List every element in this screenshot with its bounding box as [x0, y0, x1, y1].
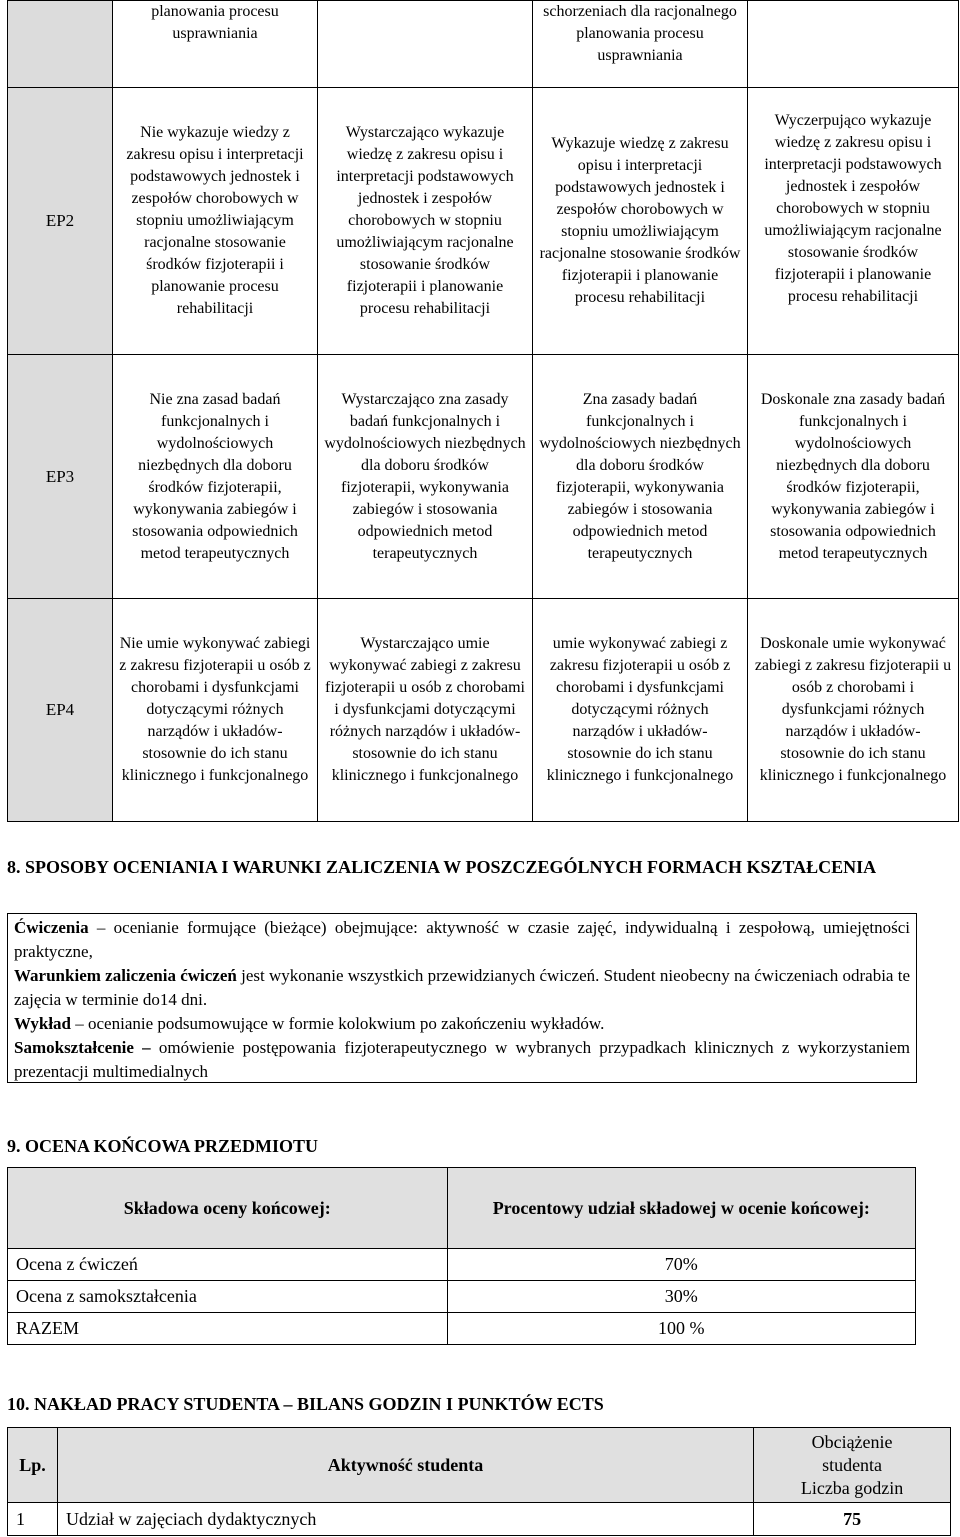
component-percentage: 30% [447, 1281, 915, 1313]
load-header: Obciążenie studenta Liczba godzin [754, 1428, 951, 1503]
table-row [8, 355, 959, 599]
table-row [8, 88, 959, 355]
grade-3-cell [318, 1, 533, 88]
grade-4-cell: Zna zasady badań funkcjonalnych i wydolnościowych niezbędnych dla doboru środków fizjoterapii, wykonywania zabiegów i stosowania odpowiednich metod terapeutycznych [533, 355, 748, 599]
percentage-header: Procentowy udział składowej w ocenie końcowej: [447, 1168, 915, 1249]
grade-5-cell: Wyczerpująco wykazuje wiedzę z zakresu opisu i interpretacji podstawowych jednostek i zespołów chorobowych w stopniu umożliwiającym racjonalne stosowanie środków fizjoterapii i planowanie procesu rehabilitacji [748, 88, 959, 355]
section-9-heading: 9. OCENA KOŃCOWA PRZEDMIOTU [7, 1136, 319, 1156]
table-header-row [8, 1168, 916, 1249]
activity-name: Udział w zajęciach dydaktycznych [57, 1503, 753, 1536]
self-study-paragraph: Samokształcenie – omówienie postępowania fizjoterapeutycznego w wybranych przypadkach klinicznych z wykorzystaniem prezentacji multimedialnych [14, 1038, 911, 1081]
component-name: RAZEM [8, 1313, 448, 1345]
learning-outcomes-table [7, 0, 959, 822]
section-10-heading: 10. NAKŁAD PRACY STUDENTA – BILANS GODZIN I PUNKTÓW ECTS [7, 1394, 604, 1414]
table-row [8, 1, 959, 88]
table-header-row [8, 1428, 951, 1503]
grade-5-cell: Doskonale umie wykonywać zabiegi z zakresu fizjoterapii u osób z chorobami i dysfunkcjami różnych narządów i układów- stosownie do ich stanu klinicznego i funkcjonalnego [748, 599, 959, 822]
table-row [8, 599, 959, 822]
grade-2-cell: Nie umie wykonywać zabiegi z zakresu fizjoterapii u osób z chorobami i dysfunkcjami dotyczącymi różnych narządów i układów- stosownie do ich stanu klinicznego i funkcjonalnego [113, 599, 318, 822]
grade-4-cell: schorzeniach dla racjonalnego planowania procesu usprawniania [533, 1, 748, 88]
grade-5-cell [748, 1, 959, 88]
grade-3-cell: Wystarczająco wykazuje wiedzę z zakresu opisu i interpretacji podstawowych jednostek i zespołów chorobowych w stopniu umożliwiającym racjonalne stosowanie środków fizjoterapii i planowanie procesu rehabilitacji [318, 88, 533, 355]
table-row [8, 1249, 916, 1281]
component-percentage: 100 % [447, 1313, 915, 1345]
table-row [8, 1503, 951, 1536]
activity-header: Aktywność studenta [57, 1428, 753, 1503]
grade-3-cell: Wystarczająco umie wykonywać zabiegi z zakresu fizjoterapii u osób z chorobami i dysfunkcjami dotyczącymi różnych narządów i układów- stosownie do ich stanu klinicznego i funkcjonalnego [318, 599, 533, 822]
row-number: 1 [8, 1503, 58, 1536]
grade-2-cell: Nie wykazuje wiedzy z zakresu opisu i interpretacji podstawowych jednostek i zespołów chorobowych w stopniu umożliwiającym racjonalne stosowanie środków fizjoterapii i planowanie procesu rehabilitacji [113, 88, 318, 355]
final-grade-table [7, 1167, 916, 1345]
table-row [8, 1313, 916, 1345]
student-workload-table [7, 1427, 951, 1536]
row-label: EP2 [8, 88, 113, 355]
row-label: EP4 [8, 599, 113, 822]
row-label: EP3 [8, 355, 113, 599]
component-name: Ocena z ćwiczeń [8, 1249, 448, 1281]
table-row [8, 1281, 916, 1313]
lecture-paragraph: Wykład – ocenianie podsumowujące w formie kolokwium po zakończeniu wykładów. [14, 1014, 605, 1033]
grade-2-cell: planowania procesu usprawniania [113, 1, 318, 88]
pass-condition-paragraph: Warunkiem zaliczenia ćwiczeń jest wykonanie wszystkich przewidzianych ćwiczeń. Student nieobecny na ćwiczeniach odrabia te zajęcia w terminie do14 dni. [14, 966, 910, 1009]
lp-header: Lp. [8, 1428, 58, 1503]
component-percentage: 70% [447, 1249, 915, 1281]
exercises-paragraph: Ćwiczenia – ocenianie formujące (bieżące) obejmujące: aktywność w czasie zajęć, indywidualną i zespołową, umiejętności praktyczne, [14, 918, 910, 961]
grade-2-cell: Nie zna zasad badań funkcjonalnych i wydolnościowych niezbędnych dla doboru środków fizjoterapii, wykonywania zabiegów i stosowania odpowiednich metod terapeutycznych [113, 355, 318, 599]
hours-value: 75 [754, 1503, 951, 1536]
grade-4-cell: Wykazuje wiedzę z zakresu opisu i interpretacji podstawowych jednostek i zespołów chorobowych w stopniu umożliwiającym racjonalne stosowanie środków fizjoterapii i planowanie procesu rehabilitacji [533, 88, 748, 355]
component-name: Ocena z samokształcenia [8, 1281, 448, 1313]
assessment-methods-box [7, 913, 917, 1083]
row-label [8, 1, 113, 88]
section-8-heading: 8. SPOSOBY OCENIANIA I WARUNKI ZALICZENIA W POSZCZEGÓLNYCH FORMACH KSZTAŁCENIA [7, 857, 877, 877]
grade-3-cell: Wystarczająco zna zasady badań funkcjonalnych i wydolnościowych niezbędnych dla doboru środków fizjoterapii, wykonywania zabiegów i stosowania odpowiednich metod terapeutycznych [318, 355, 533, 599]
grade-4-cell: umie wykonywać zabiegi z zakresu fizjoterapii u osób z chorobami i dysfunkcjami dotyczącymi różnych narządów i układów- stosownie do ich stanu klinicznego i funkcjonalnego [533, 599, 748, 822]
component-header: Składowa oceny końcowej: [8, 1168, 448, 1249]
grade-5-cell: Doskonale zna zasady badań funkcjonalnych i wydolnościowych niezbędnych dla doboru środków fizjoterapii, wykonywania zabiegów i stosowania odpowiednich metod terapeutycznych [748, 355, 959, 599]
